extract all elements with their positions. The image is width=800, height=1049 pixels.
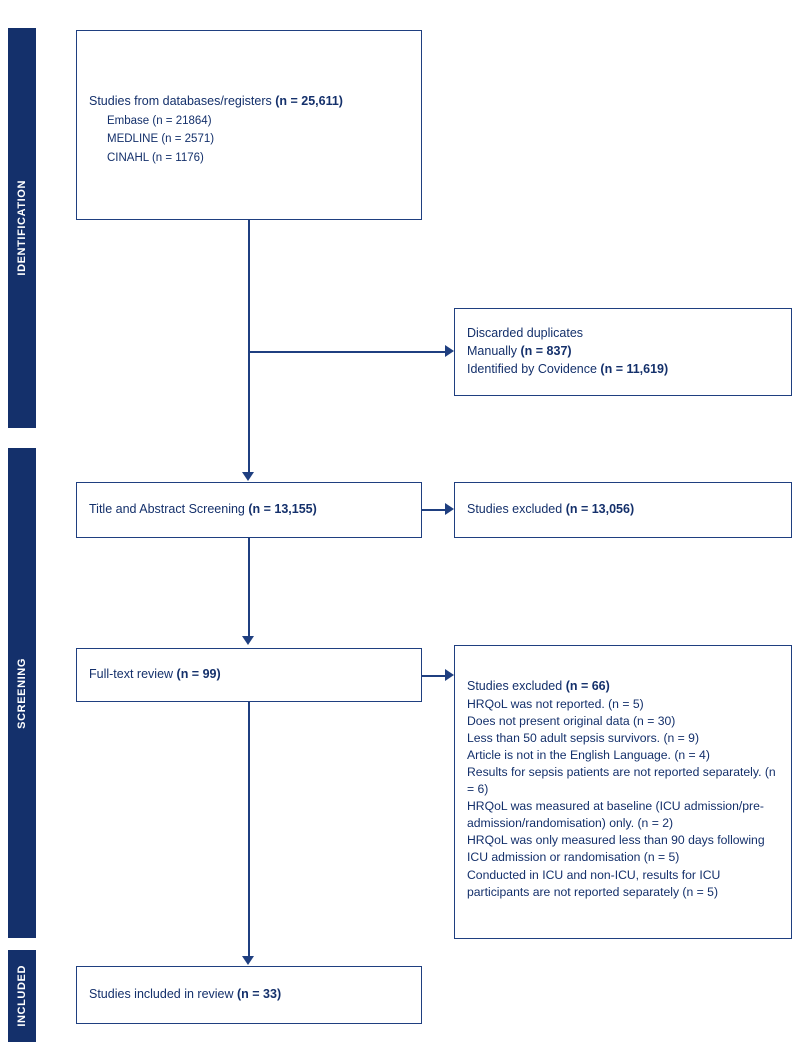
duplicates-line-covidence: [467, 361, 779, 379]
identification-source-medline: MEDLINE (n = 2571): [107, 133, 215, 146]
exclusion-reason: Does not present original data (n = 30): [467, 713, 676, 728]
included-title: Studies included in review: [89, 987, 237, 1002]
exclusion-reason: HRQoL was measured at baseline (ICU admission/pre-admission/randomisation) only. (n = 2): [467, 799, 764, 831]
title-abstract-title: Title and Abstract Screening: [89, 502, 249, 517]
fulltext-title: Full-text review: [89, 667, 177, 682]
connector-fulltext-to-included: [248, 702, 250, 958]
exclusion-reason: Less than 50 adult sepsis survivors. (n = 9): [467, 730, 700, 745]
included-count: (n = 33): [237, 987, 282, 1002]
excluded-screening-count: (n = 13,056): [565, 502, 635, 517]
excluded-fulltext-count: (n = 66): [565, 679, 610, 693]
duplicates-covidence-label: Identified by Covidence: [467, 361, 601, 376]
phase-label-identification: IDENTIFICATION: [16, 180, 28, 276]
exclusion-reason: Results for sepsis patients are not reported separately. (n = 6): [467, 765, 776, 797]
identification-title: Studies from databases/registers: [89, 94, 272, 108]
duplicates-line-manual: [467, 343, 779, 361]
fulltext-count: (n = 99): [176, 667, 221, 682]
identification-source-cinahl: CINAHL (n = 1176): [107, 152, 204, 165]
duplicates-manual-label: Manually: [467, 344, 521, 359]
arrowhead-to-fulltext: [242, 636, 254, 645]
phase-label-included: INCLUDED: [16, 965, 28, 1027]
connector-to-excluded-fulltext: [422, 675, 446, 677]
duplicates-manual-count: (n = 837): [520, 344, 572, 359]
arrowhead-to-included: [242, 956, 254, 965]
box-excluded-screening: [454, 482, 792, 538]
excluded-fulltext-title: Studies excluded: [467, 679, 566, 693]
arrowhead-to-excluded-fulltext: [445, 669, 454, 681]
arrowhead-to-duplicates: [445, 345, 454, 357]
duplicates-covidence-count: (n = 11,619): [600, 361, 669, 376]
excluded-fulltext-title-line: [467, 678, 779, 696]
box-studies-included: [76, 966, 422, 1024]
exclusion-reason: Article is not in the English Language. (n = 4): [467, 747, 710, 762]
box-identification: [76, 30, 422, 220]
duplicates-title: Discarded duplicates: [467, 326, 584, 341]
exclusion-reason: Conducted in ICU and non-ICU, results for ICU participants are not reported separately (n = 5): [467, 867, 721, 899]
excluded-screening-title: Studies excluded: [467, 502, 566, 517]
arrowhead-to-excluded-screening: [445, 503, 454, 515]
connector-identification-to-screening: [248, 220, 250, 474]
title-abstract-count: (n = 13,155): [248, 502, 317, 517]
phase-bar-screening: [8, 448, 36, 938]
connector-to-duplicates: [248, 351, 446, 353]
identification-count: (n = 25,611): [275, 94, 343, 108]
arrowhead-to-title-abstract: [242, 472, 254, 481]
identification-source-embase: Embase (n = 21864): [107, 114, 212, 127]
phase-bar-included: [8, 950, 36, 1042]
box-discarded-duplicates: [454, 308, 792, 396]
identification-title-line: [89, 93, 409, 111]
connector-screening-to-fulltext: [248, 538, 250, 638]
box-fulltext-review: [76, 648, 422, 702]
box-title-abstract-screening: [76, 482, 422, 538]
exclusion-reason: HRQoL was only measured less than 90 days following ICU admission or randomisation (n = 5): [467, 833, 765, 865]
connector-to-excluded-screening: [422, 509, 446, 511]
phase-label-screening: SCREENING: [16, 657, 28, 729]
exclusion-reason: HRQoL was not reported. (n = 5): [467, 696, 644, 711]
box-excluded-fulltext: [454, 645, 792, 939]
phase-bar-identification: [8, 28, 36, 428]
